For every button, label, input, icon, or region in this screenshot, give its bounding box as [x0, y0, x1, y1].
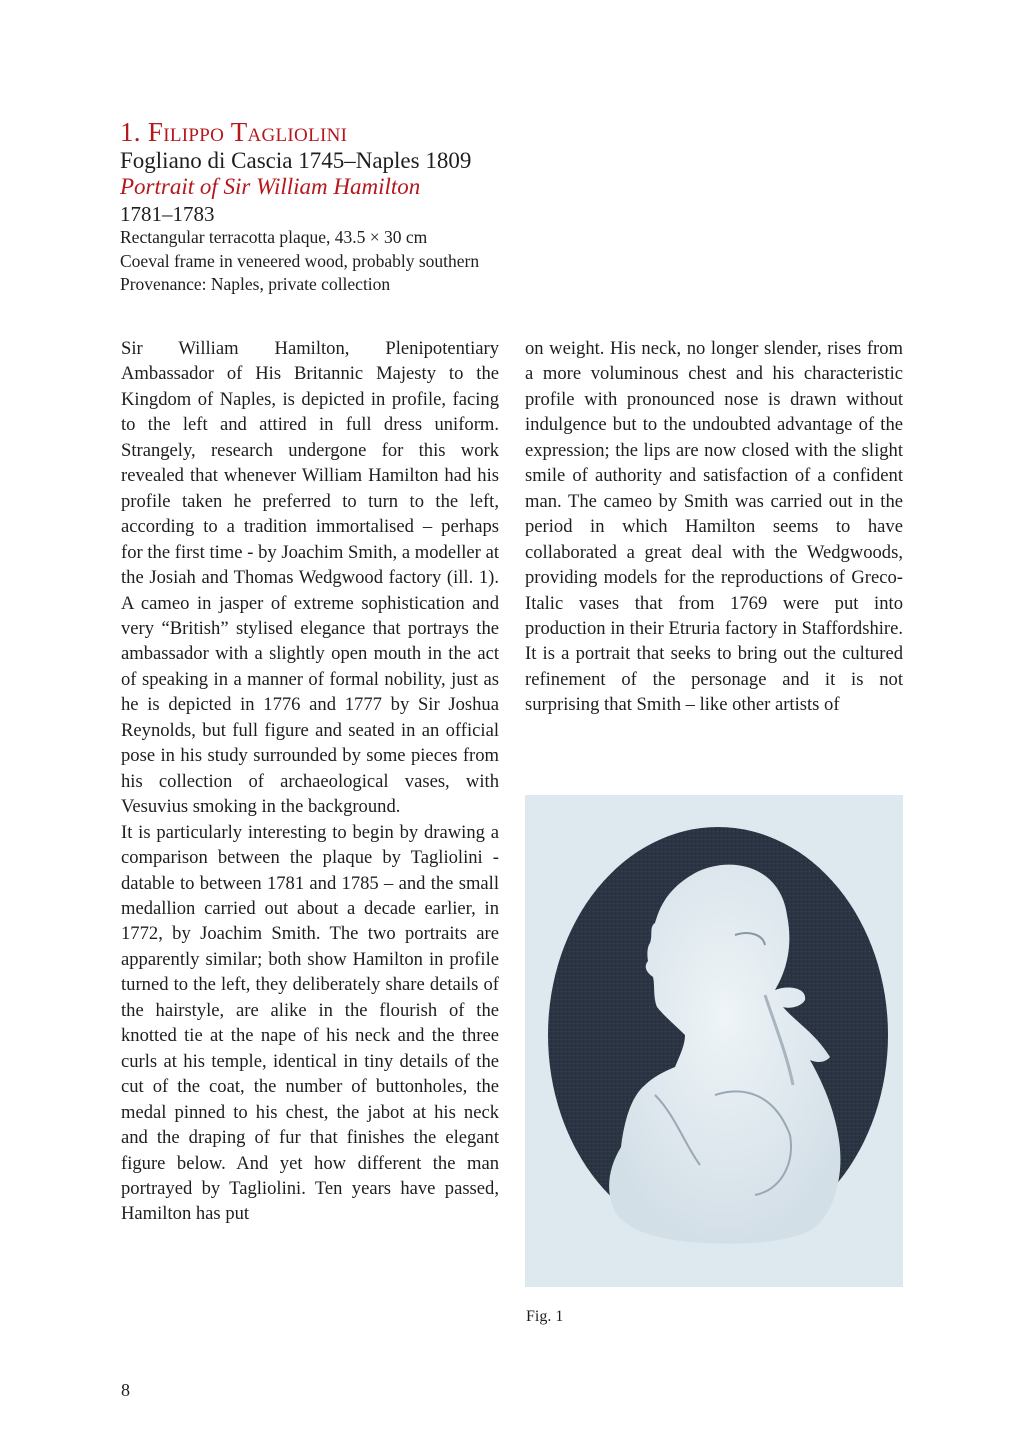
catalogue-entry-header [120, 117, 720, 297]
artist-origin: Fogliano di Cascia 1745–Naples 1809 [120, 148, 472, 173]
body-column-right [525, 336, 903, 718]
body-paragraph: It is particularly interesting to begin by drawing a comparison between the plaque by Tagliolini - datable to between 1781 and 1785 – and the small medallion carried out about a decade earlier, in 1772, by Joachim Smith. The two portraits are apparently similar; both show Hamilton in profile turned to the left, they deliberately share details of the hairstyle, are alike in the flourish of the knotted tie at the nape of his neck and the three curls at his temple, identical in tiny details of the cut of the coat, the number of buttonholes, the medal pinned to his chest, the jabot at his neck and the draping of fur that finishes the elegant figure below. And yet how different the man portrayed by Tagliolini. Ten years have passed, Hamilton has put [121, 821, 499, 1225]
cameo-portrait-illustration [525, 795, 903, 1287]
artwork-dates: 1781–1783 [120, 202, 215, 226]
artwork-frame: Coeval frame in veneered wood, probably southern [120, 250, 480, 271]
body-paragraph: on weight. His neck, no longer slender, rises from a more voluminous chest and his characteristic profile with pronounced nose is drawn without indulgence but to the undoubted advantage of the expression; the lips are now closed with the slight smile of authority and satisfaction of a confident man. The cameo by Smith was carried out in the period in which Hamilton seems to have collaborated a great deal with the Wedgwoods, providing models for the reproductions of Greco-Italic vases that from 1769 were put into production in their Etruria factory in Staffordshire. It is a portrait that seeks to bring out the cultured refinement of the personage and it is not surprising that Smith – like other artists of [525, 338, 903, 716]
artwork-title: Portrait of Sir William Hamilton [120, 174, 421, 199]
figure-cameo-image [525, 795, 903, 1287]
body-column-left [121, 336, 499, 1227]
artist-heading: 1. Filippo Tagliolini [120, 117, 348, 147]
artwork-medium: Rectangular terracotta plaque, 43.5 × 30 cm [120, 227, 428, 247]
page-number: 8 [121, 1380, 130, 1400]
figure-caption: Fig. 1 [526, 1308, 564, 1325]
artwork-provenance: Provenance: Naples, private collection [120, 274, 391, 294]
body-paragraph: Sir William Hamilton, Plenipotentiary Ambassador of His Britannic Majesty to the Kingdom of Naples, is depicted in profile, facing to the left and attired in full dress uniform. Strangely, research undergone for this work revealed that whenever William Hamilton had his profile taken he preferred to turn to the left, according to a tradition immortalised – perhaps for the first time - by Joachim Smith, a modeller at the Josiah and Thomas Wedgwood factory (ill. 1). A cameo in jasper of extreme sophistication and very “British” stylised elegance that portrays the ambassador with a slightly open mouth in the act of speaking in a manner of formal nobility, just as he is depicted in 1776 and 1777 by Sir Joshua Reynolds, but full figure and seated in an official pose in his study surrounded by some pieces from his collection of archaeological vases, with Vesuvius smoking in the background. [121, 338, 499, 818]
